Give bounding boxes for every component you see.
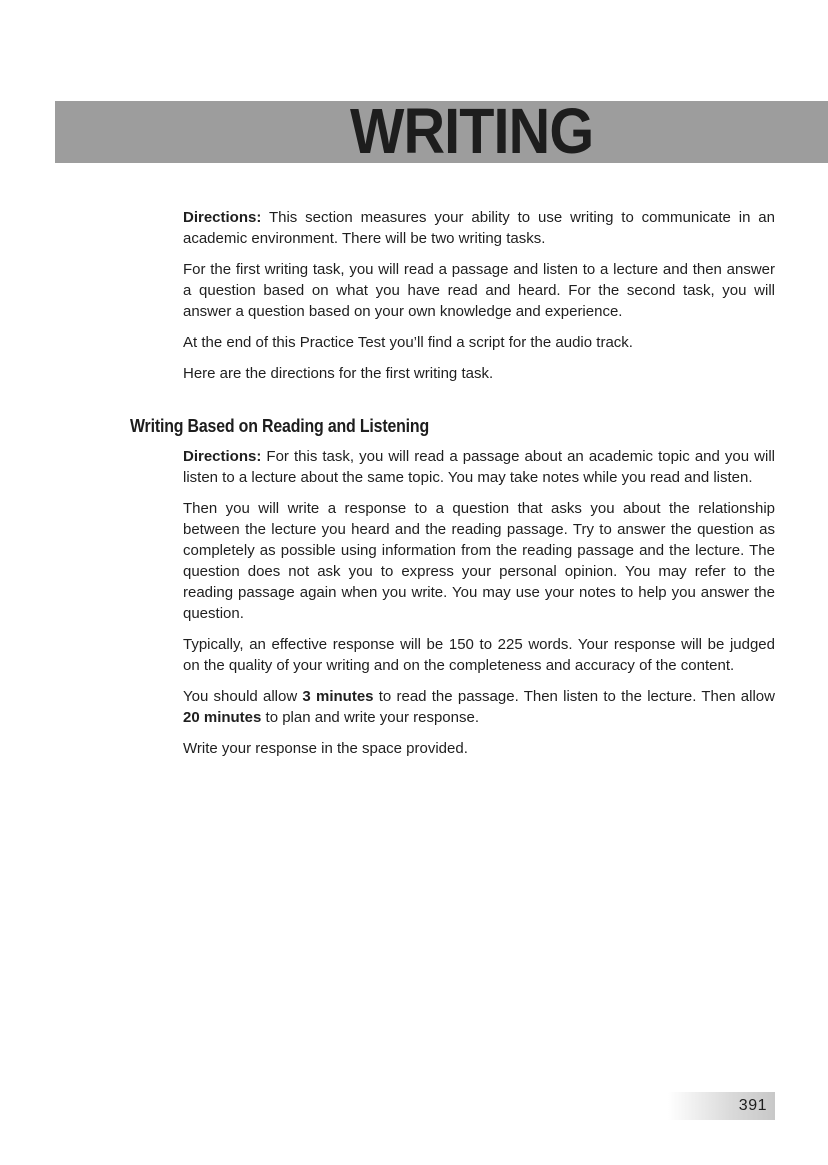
directions-label: Directions: <box>183 209 262 226</box>
intro-block <box>183 207 775 394</box>
section-paragraph: Write your response in the space provided. <box>183 740 468 757</box>
page-number-box <box>668 1092 775 1120</box>
section-block <box>183 446 775 769</box>
section-paragraph: Then you will write a response to a question that asks you about the relationship between the lecture you heard and the reading passage. Try to answer the question as completely as possible using information from the reading passage and the lecture. The question does not ask you to express your personal opinion. You may refer to the reading passage again when you write. You may use your notes to help you answer the question. <box>183 500 775 622</box>
intro-directions <box>183 207 775 249</box>
writing-time: 20 minutes <box>183 709 262 726</box>
timing-paragraph <box>183 686 775 728</box>
reading-time: 3 minutes <box>302 688 374 705</box>
timing-text: to plan and write your response. <box>261 709 479 726</box>
section-directions <box>183 446 775 488</box>
page-number: 391 <box>738 1097 767 1114</box>
section-paragraph: Typically, an effective response will be 150 to 225 words. Your response will be judged on the quality of your writing and on the completeness and accuracy of the content. <box>183 636 775 674</box>
section-heading: Writing Based on Reading and Listening <box>130 415 430 436</box>
intro-paragraph: For the first writing task, you will read a passage and listen to a lecture and then answer a question based on what you have read and heard. For the second task, you will answer a question based on your own knowledge and experience. <box>183 261 775 320</box>
page-title: WRITING <box>350 95 594 167</box>
timing-text: You should allow <box>183 688 303 705</box>
intro-paragraph: At the end of this Practice Test you’ll find a script for the audio track. <box>183 334 633 351</box>
directions-text: For this task, you will read a passage about an academic topic and you will listen to a lecture about the same topic. You may take notes while you read and listen. <box>183 448 775 486</box>
intro-paragraph: Here are the directions for the first writing task. <box>183 365 494 382</box>
directions-label: Directions: <box>183 448 262 465</box>
directions-text: This section measures your ability to use writing to communicate in an academic environment. There will be two writing tasks. <box>183 209 775 247</box>
timing-text: to read the passage. Then listen to the lecture. Then allow <box>373 688 775 705</box>
